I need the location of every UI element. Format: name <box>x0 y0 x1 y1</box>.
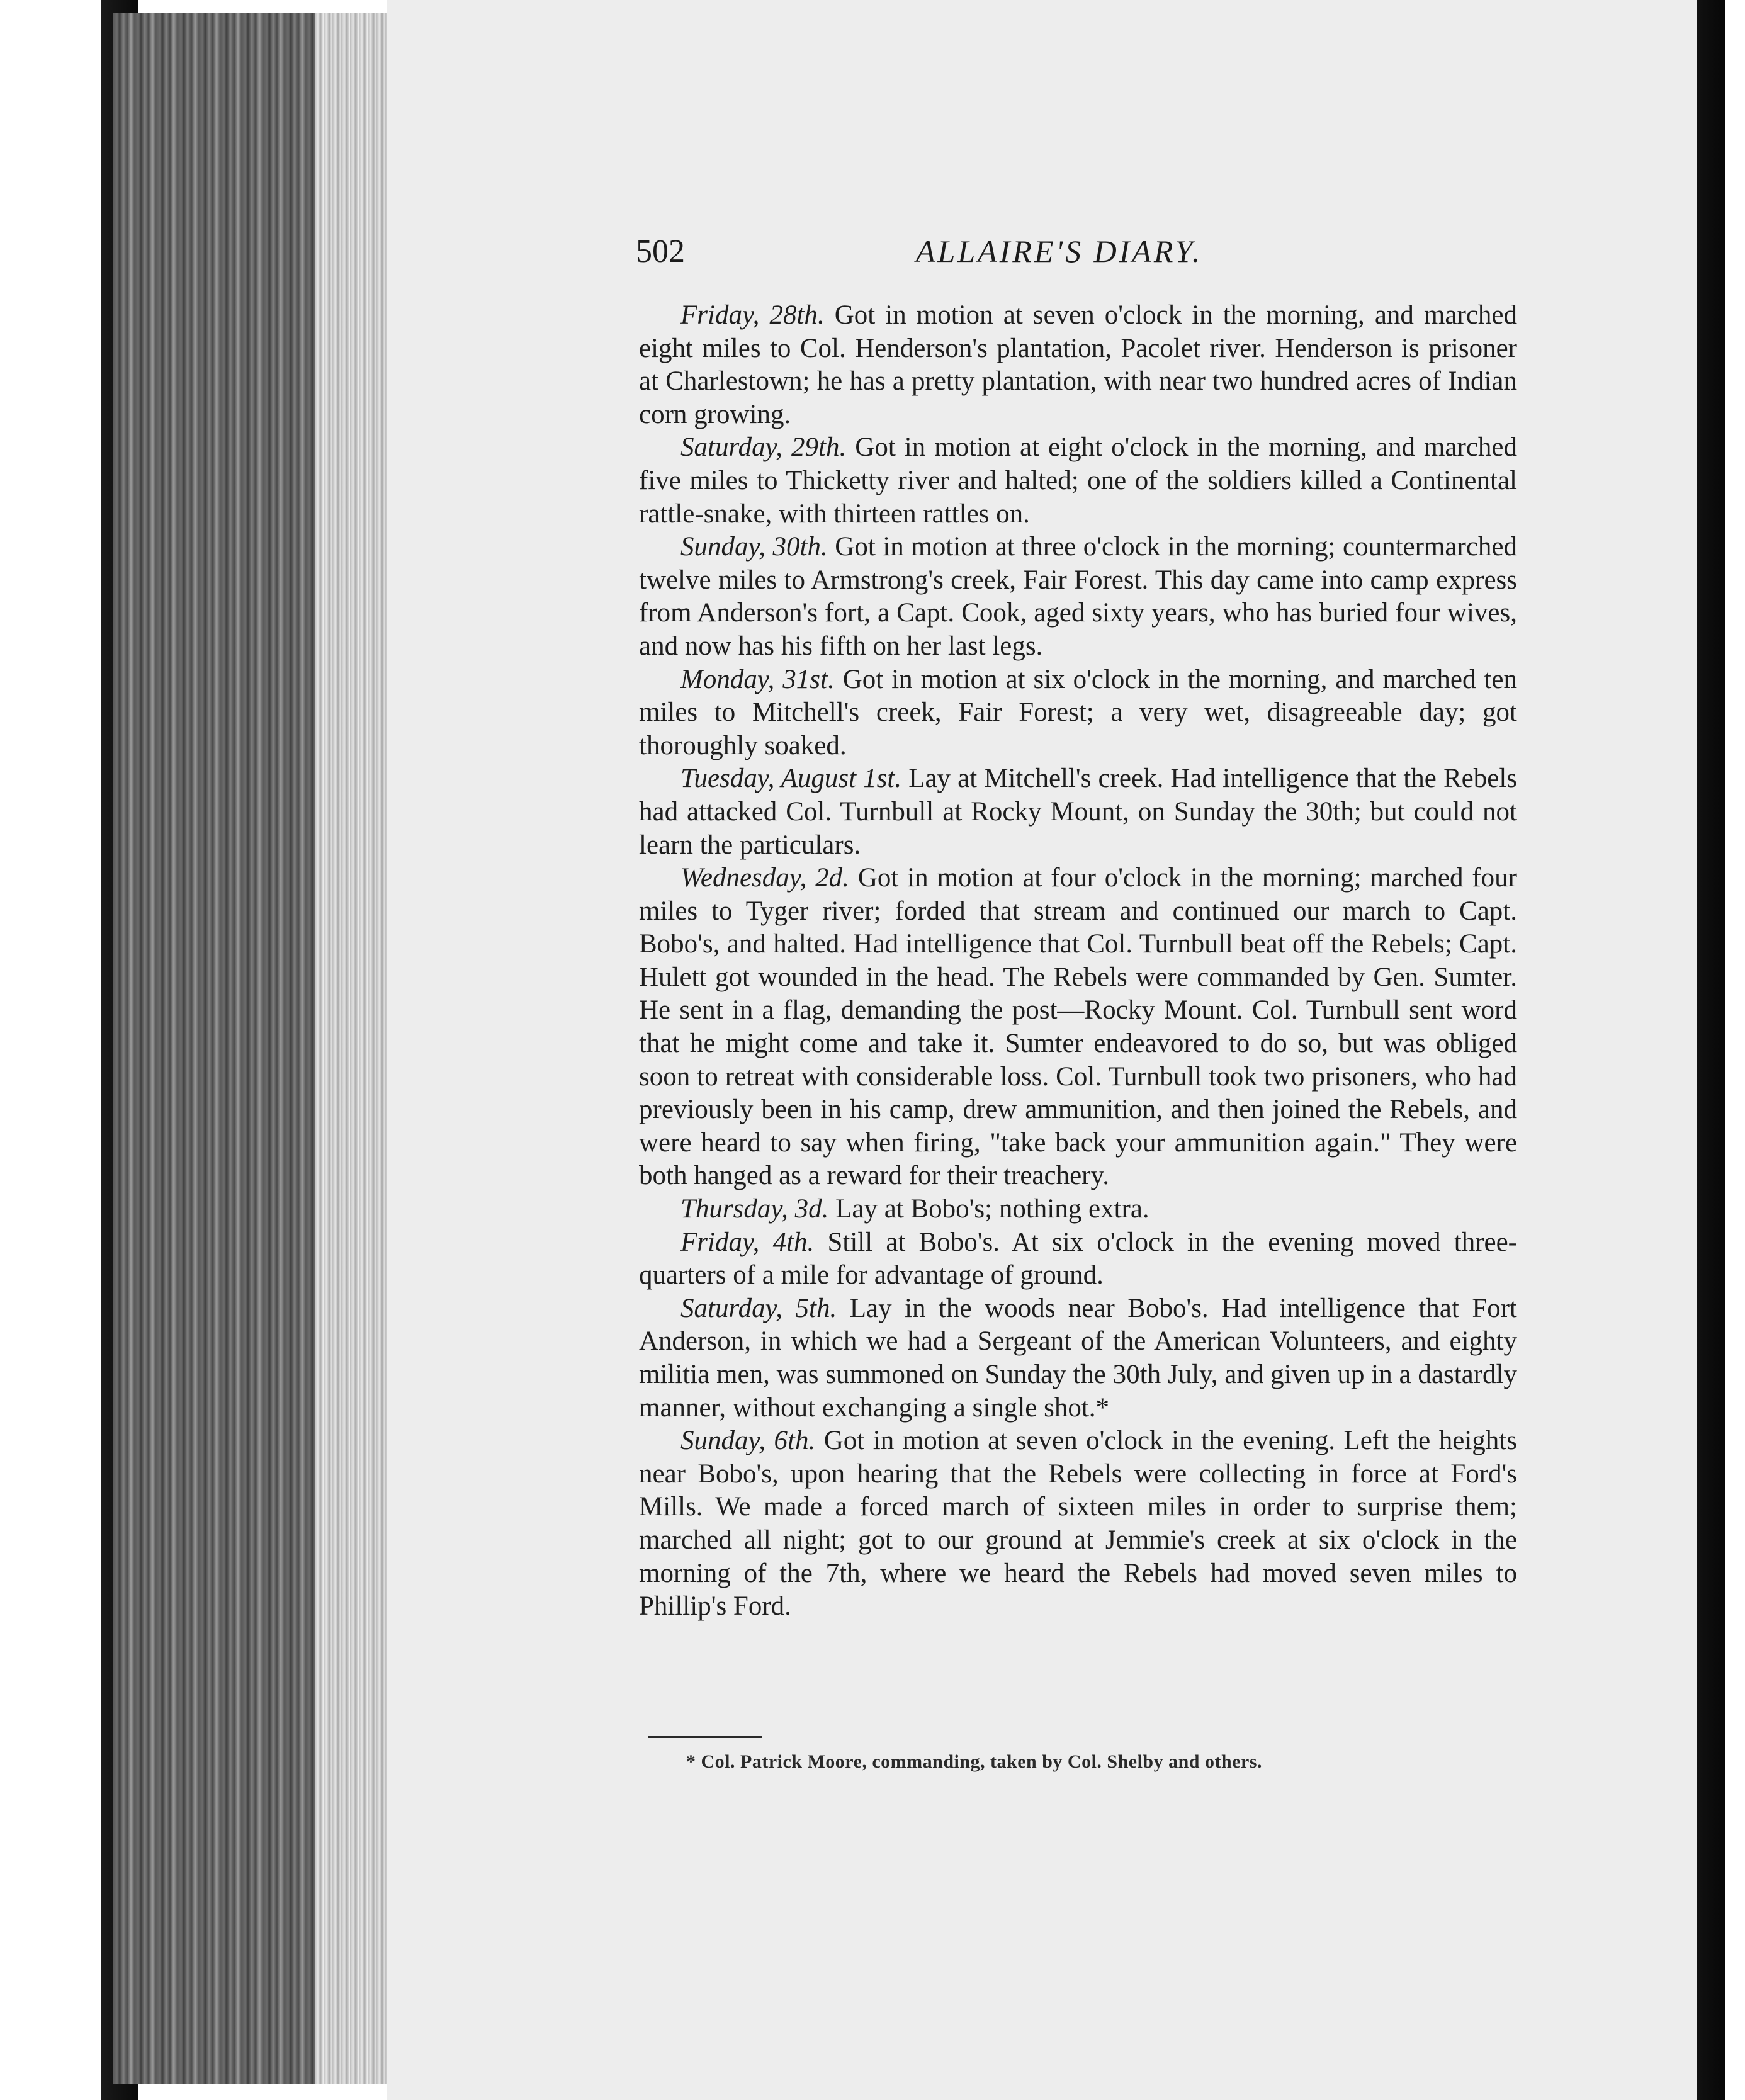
entry-text: Got in motion at seven o'clock in the evening. Left the heights near Bobo's, upon hearing that the Rebels were collecting in force at Ford's Mills. We made a forced march of sixteen miles in order to surprise them; marched all night; got to our ground at Jemmie's creek at six o'clock in the morning of the 7th, where we heard the Rebels had moved seven miles to Phillip's Ford. <box>639 1426 1517 1622</box>
entry-date: Sunday, 6th. <box>680 1426 816 1456</box>
footnote: * Col. Patrick Moore, commanding, taken by Col. Shelby and others. <box>686 1751 1262 1772</box>
entry-text: Got in motion at three o'clock in the morning; countermarched twelve miles to Armstrong's creek, Fair Forest. This day came into camp express from Anderson's fort, a Capt. Cook, aged sixty years, who has buried four wives, and now has his fifth on her last legs. <box>639 532 1517 661</box>
entry-date: Monday, 31st. <box>680 664 835 694</box>
entry-text: Lay at Mitchell's creek. Had intelligence that the Rebels had attacked Col. Turnbull at Rocky Mount, on Sunday the 30th; but could not learn the particulars. <box>639 764 1517 860</box>
entry-text: Got in motion at six o'clock in the morning, and marched ten miles to Mitchell's creek, Fair Forest; a very wet, disagreeable day; got thoroughly soaked. <box>639 664 1518 760</box>
entry-text: Got in motion at four o'clock in the morning; marched four miles to Tyger river; forded that stream and continued our march to Capt. Bobo's, and halted. Had intelligence that Col. Turnbull beat off the Rebels; Capt. Hulett got wounded in the head. The Rebels were commanded by Gen. Sumter. He sent in a flag, demanding the post—Rocky Mount. Col. Turnbull sent word that he might come and take it. Sumter endeavored to do so, but was obliged soon to retreat with considerable loss. Col. Turnbull took two prisoners, who had previously been in his camp, drew ammunition, and then joined the Rebels, and were heard to say when firing, "take back your ammunition again." They were both hanged as a reward for their treachery. <box>639 863 1517 1191</box>
diary-entry <box>639 1292 1517 1425</box>
right-margin <box>1725 0 1745 2100</box>
diary-text <box>639 299 1517 1623</box>
diary-entry <box>639 299 1517 431</box>
entry-text: Still at Bobo's. At six o'clock in the evening moved three-quarters of a mile for advantage of ground. <box>639 1227 1517 1290</box>
entry-text: Lay in the woods near Bobo's. Had intelligence that Fort Anderson, in which we had a Sergeant of the American Volunteers, and eighty militia men, was summoned on Sunday the 30th July, and given up in a dastardly manner, without exchanging a single shot.* <box>639 1293 1518 1423</box>
entry-text: Got in motion at seven o'clock in the morning, and marched eight miles to Col. Henderson's plantation, Pacolet river. Henderson is prisoner at Charlestown; he has a pretty plantation, with near two hundred acres of Indian corn growing. <box>639 300 1517 429</box>
left-margin <box>0 0 110 2100</box>
diary-entry <box>639 531 1517 663</box>
diary-entry <box>639 862 1517 1193</box>
footnote-divider <box>648 1736 762 1738</box>
page-number: 502 <box>636 234 685 269</box>
diary-entry <box>639 663 1517 763</box>
diary-entry <box>639 1193 1517 1226</box>
entry-date: Saturday, 29th. <box>680 432 847 463</box>
entry-text: Got in motion at eight o'clock in the morning, and marched five miles to Thicketty river and halted; one of the soldiers killed a Continental rattle-snake, with thirteen rattles on. <box>639 432 1518 529</box>
entry-date: Sunday, 30th. <box>680 532 828 562</box>
diary-entry <box>639 1226 1517 1292</box>
entry-date: Saturday, 5th. <box>680 1293 837 1323</box>
entry-date: Wednesday, 2d. <box>680 863 849 893</box>
entry-date: Tuesday, August 1st. <box>680 764 902 794</box>
entry-date: Thursday, 3d. <box>680 1194 829 1224</box>
diary-entry <box>639 1425 1517 1623</box>
entry-date: Friday, 4th. <box>680 1227 815 1257</box>
stacked-page-edges <box>113 13 390 2084</box>
diary-entry <box>639 762 1517 862</box>
diary-entry <box>639 431 1517 531</box>
entry-text: Lay at Bobo's; nothing extra. <box>835 1194 1149 1224</box>
entry-date: Friday, 28th. <box>680 300 825 330</box>
page-header <box>636 233 1517 283</box>
running-title: ALLAIRE'S DIARY. <box>916 234 1203 269</box>
